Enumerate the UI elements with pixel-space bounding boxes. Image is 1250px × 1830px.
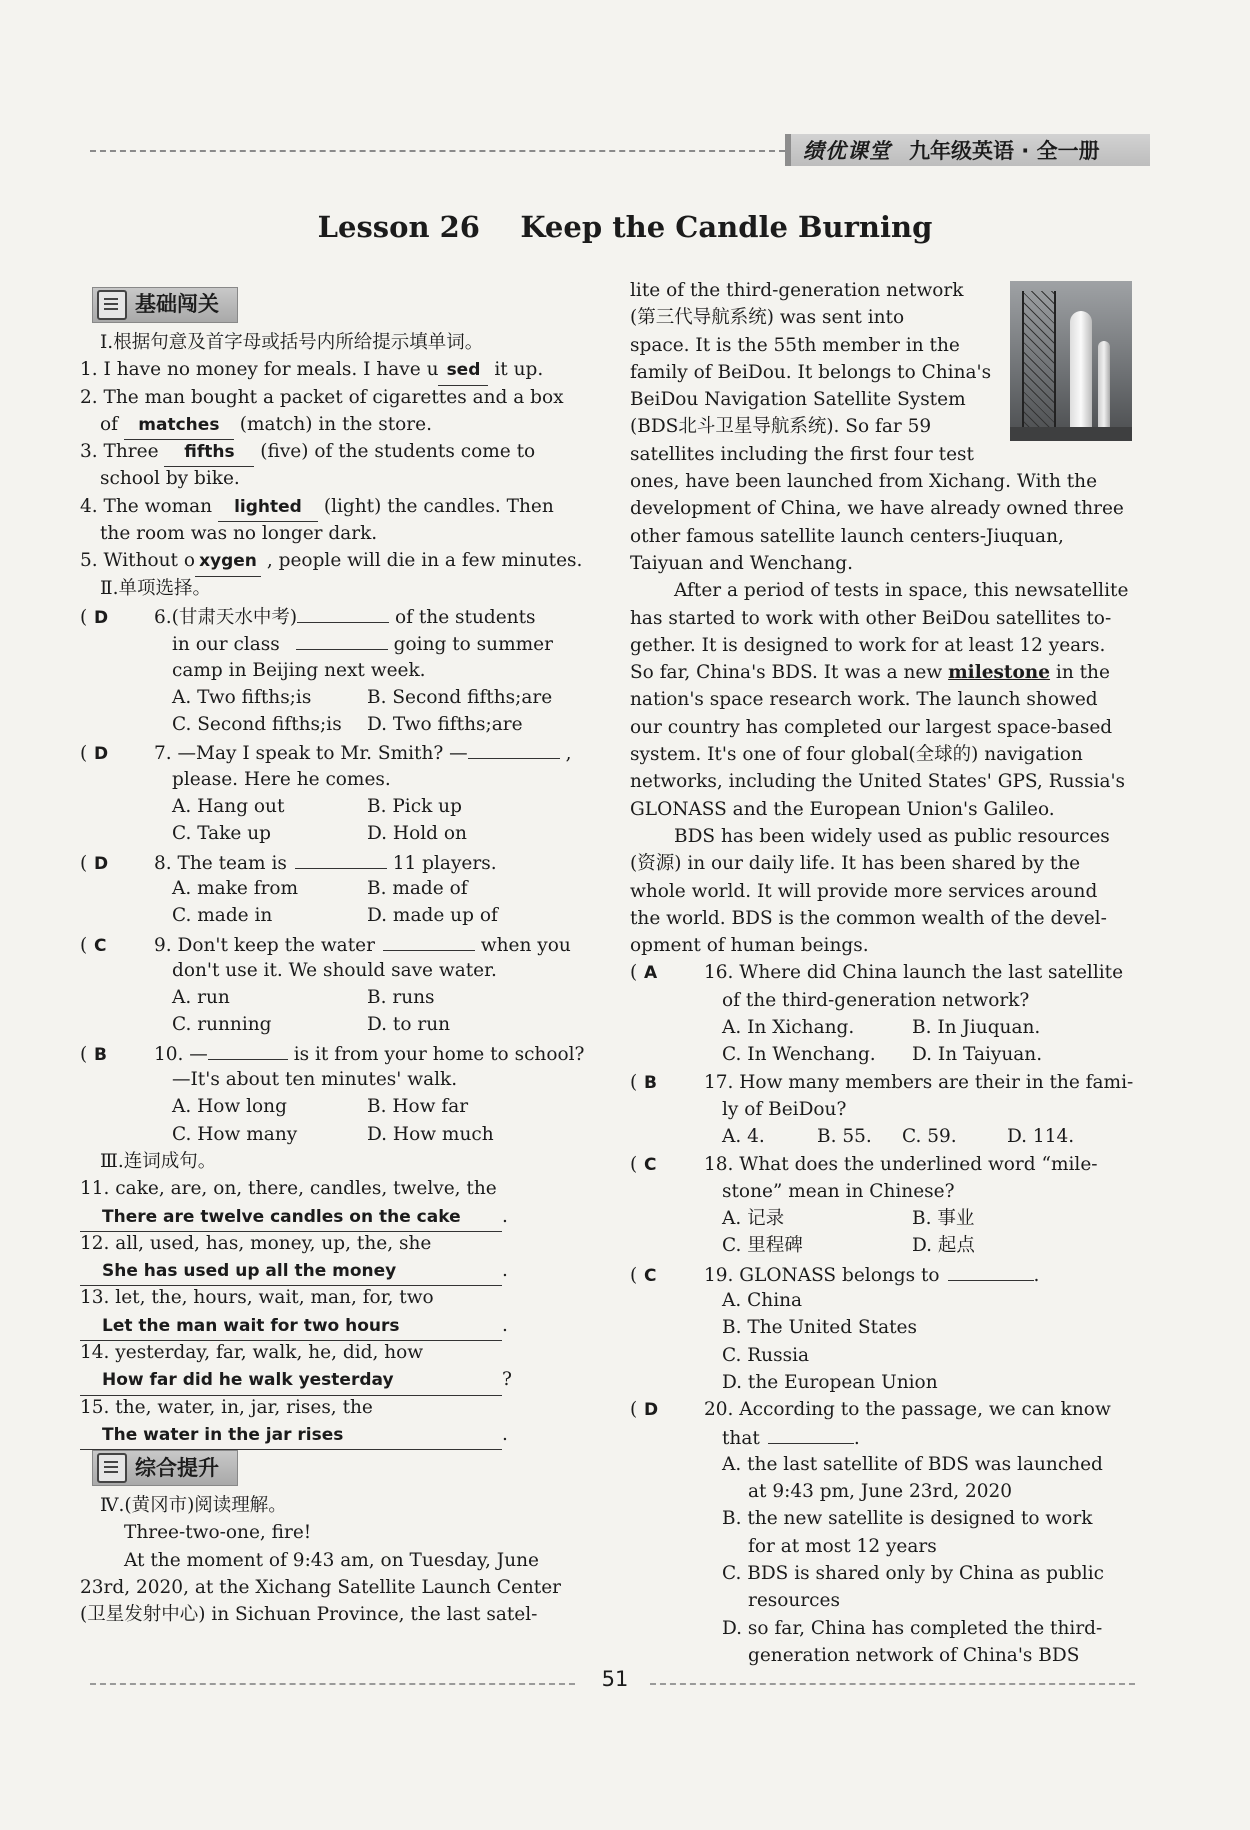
- passage-line: BDS has been widely used as public resources: [674, 825, 1110, 847]
- option: A. make from: [172, 877, 299, 899]
- mc-answer: B: [94, 1044, 107, 1065]
- part1-heading: Ⅰ.根据句意及首字母或括号内所给提示填单词。: [100, 332, 484, 353]
- question-8: ( D 8. The team is 11 players.: [80, 848, 590, 875]
- question-10: ( B 10. — is it from your home to school?: [80, 1039, 590, 1066]
- question-12: 12. all, used, has, money, up, the, she: [80, 1232, 432, 1254]
- passage-line: the world. BDS is the common wealth of the devel-: [630, 907, 1107, 929]
- answer-line: She has used up all the money: [80, 1258, 502, 1286]
- passage-line: (第三代导航系统) was sent into: [630, 307, 905, 329]
- passage-line: After a period of tests in space, this newsatellite: [674, 580, 1129, 602]
- option: D. so far, China has completed the third-: [722, 1617, 1103, 1639]
- passage-line: GLONASS and the European Union's Galileo.: [630, 798, 1055, 820]
- passage-line: space. It is the 55th member in the: [630, 334, 960, 356]
- passage-line: ones, have been launched from Xichang. With the: [630, 471, 1098, 493]
- mc-answer: B: [644, 1072, 657, 1093]
- option: C. 59.: [902, 1126, 957, 1148]
- mc-answer: D: [94, 744, 109, 765]
- option: B. 55.: [817, 1126, 872, 1148]
- passage-line: development of China, we have already owned three: [630, 498, 1124, 520]
- passage-line: BeiDou Navigation Satellite System: [630, 389, 966, 411]
- lesson-title: Lesson 26 Keep the Candle Burning: [317, 210, 933, 244]
- option: C. In Wenchang.: [722, 1044, 876, 1066]
- passage-line: nation's space research work. The launch showed: [630, 689, 1098, 711]
- right-column: lite of the third-generation network (第三代导航系统) was sent into space. It is the 55th member in the family of BeiDou. It belongs to China's BeiDou Navigation Satellite System (BDS北斗卫星导航系统). So far 59 satellites including the first four test ones, have been launched from Xichang. With the development of China, we have already owned three other famous satellite launch centers-Jiuquan, Taiyuan and Wenchang. After a period of tests in space, this newsatellite has started to work with other BeiDou satellites to- gether. It is designed to work for at least 12 years. So far, China's BDS. It was a new milestone in the nation's space research work. The launch showed our country has completed our largest space-based system. It's one of four global(全球的) navigation networks, including the United States' GPS, Russia's GLONASS and the European Union's Galileo. BDS has been widely used as public resources (资源) in our daily life. It has been shared by the whole world. It will provide more services around the world. BDS is the common wealth of the devel- opment of human beings. ( A 16. Where did China launch the last satellite of the third-generation network? A. In Xichang. B. In Jiuquan. C. In Wenchang. D. In Taiyuan. ( B 17. How many members are their in the fami- ly of BeiDou? A. 4. B. 55. C. 59. D. 114. ( C 18. What does the underlined word “mile- stone” mean in Chinese? A. 记录 B. 事业 C. 里程碑 D. 起点 ( C 19. GLONASS belongs to . A. China B. The United States C. Russia D. the European Union ( D 20. According to the passage, we can know that . A. the last satellite of BDS was launched at 9:43 pm, June 23rd, 2020 B. the new satellite is designed to work for at most 12 years C. BDS is shared only by China as public resources D. so far, China has completed the third- generation network of China's BDS: [630, 277, 1140, 1669]
- passage-line: So far, China's BDS. It was a new milestone in the: [630, 662, 1110, 684]
- answer-line: How far did he walk yesterday: [80, 1367, 502, 1395]
- passage-line: Three-two-one, fire!: [124, 1522, 312, 1544]
- option: B. In Jiuquan.: [912, 1017, 1041, 1039]
- option: D. In Taiyuan.: [912, 1044, 1043, 1066]
- option: C. How many: [172, 1123, 298, 1145]
- question-5: 5. Without o xygen , people will die in a few minutes.: [80, 547, 590, 574]
- option: B. the new satellite is designed to work: [722, 1508, 1093, 1530]
- question-9: ( C 9. Don't keep the water when you: [80, 930, 590, 957]
- part4-heading: Ⅳ.(黄冈市)阅读理解。: [100, 1495, 287, 1517]
- passage-line: (资源) in our daily life. It has been shared by the: [630, 853, 1081, 875]
- option: C. running: [172, 1014, 272, 1036]
- option: C. Take up: [172, 823, 271, 845]
- option: A. run: [172, 987, 230, 1009]
- question-6: ( D 6.(甘肃天水中考) of the students: [80, 602, 590, 629]
- option: C. Russia: [722, 1344, 810, 1366]
- question-18: ( C 18. What does the underlined word “mile-: [630, 1151, 1140, 1178]
- option: A. In Xichang.: [722, 1017, 855, 1039]
- answer-line: There are twelve candles on the cake: [80, 1204, 502, 1232]
- question-2: 2. The man bought a packet of cigarettes and a box: [80, 386, 564, 408]
- option: B. Pick up: [367, 796, 462, 818]
- passage-line: whole world. It will provide more services around: [630, 880, 1098, 902]
- passage-line: networks, including the United States' GPS, Russia's: [630, 771, 1126, 793]
- question-13: 13. let, the, hours, wait, man, for, two: [80, 1287, 434, 1309]
- passage-line: family of BeiDou. It belongs to China's: [630, 361, 992, 383]
- mc-answer: D: [94, 607, 109, 628]
- option: D. 114.: [1007, 1126, 1075, 1148]
- option: D. made up of: [367, 905, 498, 927]
- option: C. made in: [172, 905, 273, 927]
- left-column: 基础闯关 Ⅰ.根据句意及首字母或括号内所给提示填单词。 1. I have no money for meals. I have u sed it up. 2. The man bought a packet of cigarettes and a box of matches (match) in the store. 3. Three fifths (five) of the students come to school by bike. 4. The woman lighted (light) the candles. Then the room was no longer dark. 5. Without o xygen , people will die in a few minutes. Ⅱ.单项选择。 ( D 6.(甘肃天水中考) of the students in our class going to summer camp in Beijing next week. A. Two fifths;is B. Second fifths;are C. Second fifths;is D. Two fifths;are ( D 7. —May I speak to Mr. Smith? — , please. Here he comes. A. Hang out B. Pick up C. Take up D. Hold on ( D 8. The team is 11 players. A. make from B. made of C. made in D. made up of ( C 9. Don't keep the water when you don't use it. We should save water. A. run B. runs C. running D. to run ( B 10. — is it from your home to school? —It's about ten minutes' walk. A. How long B. How far C. How many D. How much Ⅲ.连词成句。 11. cake, are, on, there, candles, twelve, the There are twelve candles on the cake . 12. all, used, has, money, up, the, she She has used up all the money . 13. let, the, hours, wait, man, for, two Let the man wait for two hours . 14. yesterday, far, walk, he, did, how How far did he walk yesterday ? 15. the, water, in, jar, rises, the The water in the jar rises . 综合提升 Ⅳ.(黄冈市)阅读理解。 Three-two-one, fire! At the moment of 9:43 am, on Tuesday, June 23rd, 2020, at the Xichang Satellite Launch Center (卫星发射中心) in Sichuan Province, the last satel-: [80, 285, 590, 1629]
- part2-heading: Ⅱ.单项选择。: [100, 577, 211, 599]
- passage-line: our country has completed our largest space-based: [630, 716, 1113, 738]
- passage-line: gether. It is designed to work for at least 12 years.: [630, 634, 1106, 656]
- answer-fill: sed: [438, 357, 488, 385]
- passage-line: 23rd, 2020, at the Xichang Satellite Launch Center: [80, 1577, 562, 1599]
- question-2-cont: of matches (match) in the store.: [80, 411, 590, 438]
- mc-answer: C: [644, 1154, 657, 1175]
- question-3-cont: school by bike.: [100, 468, 240, 490]
- footer-rule-left: [90, 1683, 575, 1685]
- passage-line: system. It's one of four global(全球的) navigation: [630, 744, 1083, 766]
- passage-line: has started to work with other BeiDou satellites to-: [630, 607, 1112, 629]
- header-rule: [90, 150, 785, 152]
- option: C. BDS is shared only by China as public: [722, 1562, 1104, 1584]
- question-17: ( B 17. How many members are their in the fami-: [630, 1069, 1140, 1096]
- question-4-cont: the room was no longer dark.: [100, 523, 378, 545]
- question-11: 11. cake, are, on, there, candles, twelve, the: [80, 1178, 497, 1200]
- answer-fill: lighted: [218, 494, 318, 522]
- option: B. runs: [367, 987, 435, 1009]
- option: D. Hold on: [367, 823, 467, 845]
- part3-heading: Ⅲ.连词成句。: [100, 1150, 217, 1172]
- mc-answer: D: [644, 1400, 659, 1421]
- passage-line: Taiyuan and Wenchang.: [630, 552, 854, 574]
- answer-fill: xygen: [195, 548, 261, 576]
- option: A. the last satellite of BDS was launched: [722, 1453, 1103, 1475]
- option: D. the European Union: [722, 1371, 938, 1393]
- option: B. How far: [367, 1096, 469, 1118]
- option: B. 事业: [912, 1208, 975, 1230]
- passage-line: other famous satellite launch centers-Jiuquan,: [630, 525, 1064, 547]
- notebook-icon: [97, 290, 127, 320]
- answer-fill: fifths: [164, 439, 254, 467]
- mc-answer: D: [94, 853, 109, 874]
- passage-line: lite of the third-generation network: [630, 280, 964, 301]
- answer-fill: matches: [124, 412, 234, 440]
- option: A. 4.: [722, 1126, 765, 1148]
- passage-line: (卫星发射中心) in Sichuan Province, the last satel-: [80, 1604, 538, 1626]
- question-16: ( A 16. Where did China launch the last satellite: [630, 959, 1140, 986]
- question-14: 14. yesterday, far, walk, he, did, how: [80, 1341, 424, 1363]
- passage-line: At the moment of 9:43 am, on Tuesday, June: [124, 1549, 540, 1571]
- passage-line: (BDS北斗卫星导航系统). So far 59: [630, 416, 932, 438]
- option: A. Hang out: [172, 796, 285, 818]
- question-20: ( D 20. According to the passage, we can know: [630, 1396, 1140, 1423]
- answer-line: Let the man wait for two hours: [80, 1313, 502, 1341]
- question-7: ( D 7. —May I speak to Mr. Smith? — ,: [80, 738, 590, 765]
- footer-rule-right: [650, 1683, 1135, 1685]
- option: C. Second fifths;is: [172, 714, 342, 736]
- section-basic: 基础闯关: [92, 287, 238, 323]
- option: B. made of: [367, 877, 468, 899]
- mc-answer: A: [644, 963, 658, 984]
- passage-line: satellites including the first four test: [630, 443, 974, 465]
- header-band: [785, 134, 1150, 166]
- question-15: 15. the, water, in, jar, rises, the: [80, 1396, 373, 1418]
- option: B. The United States: [722, 1317, 917, 1339]
- option: A. China: [722, 1289, 803, 1311]
- section-advanced: 综合提升: [92, 1450, 238, 1486]
- mc-answer: C: [644, 1265, 657, 1286]
- notebook-icon: [97, 1453, 127, 1483]
- option: D. How much: [367, 1123, 494, 1145]
- option: D. 起点: [912, 1235, 975, 1257]
- question-4: 4. The woman lighted (light) the candles. Then: [80, 493, 590, 520]
- option: A. 记录: [722, 1208, 785, 1230]
- header-book-title: 九年级英语 · 全一册: [909, 139, 1100, 163]
- question-19: ( C 19. GLONASS belongs to .: [630, 1260, 1140, 1287]
- passage-line: opment of human beings.: [630, 935, 869, 957]
- option: B. Second fifths;are: [367, 686, 553, 708]
- option: D. to run: [367, 1014, 451, 1036]
- underlined-word: milestone: [948, 662, 1051, 684]
- header-brand: 绩优课堂: [803, 139, 891, 163]
- option: A. Two fifths;is: [172, 686, 312, 708]
- page-number: 51: [601, 1667, 629, 1691]
- answer-line: The water in the jar rises: [80, 1422, 502, 1450]
- question-1: 1. I have no money for meals. I have u sed it up.: [80, 356, 590, 383]
- question-3: 3. Three fifths (five) of the students come to: [80, 438, 590, 465]
- mc-answer: C: [94, 935, 107, 956]
- option: A. How long: [172, 1096, 287, 1118]
- option: C. 里程碑: [722, 1235, 803, 1257]
- option: D. Two fifths;are: [367, 714, 523, 736]
